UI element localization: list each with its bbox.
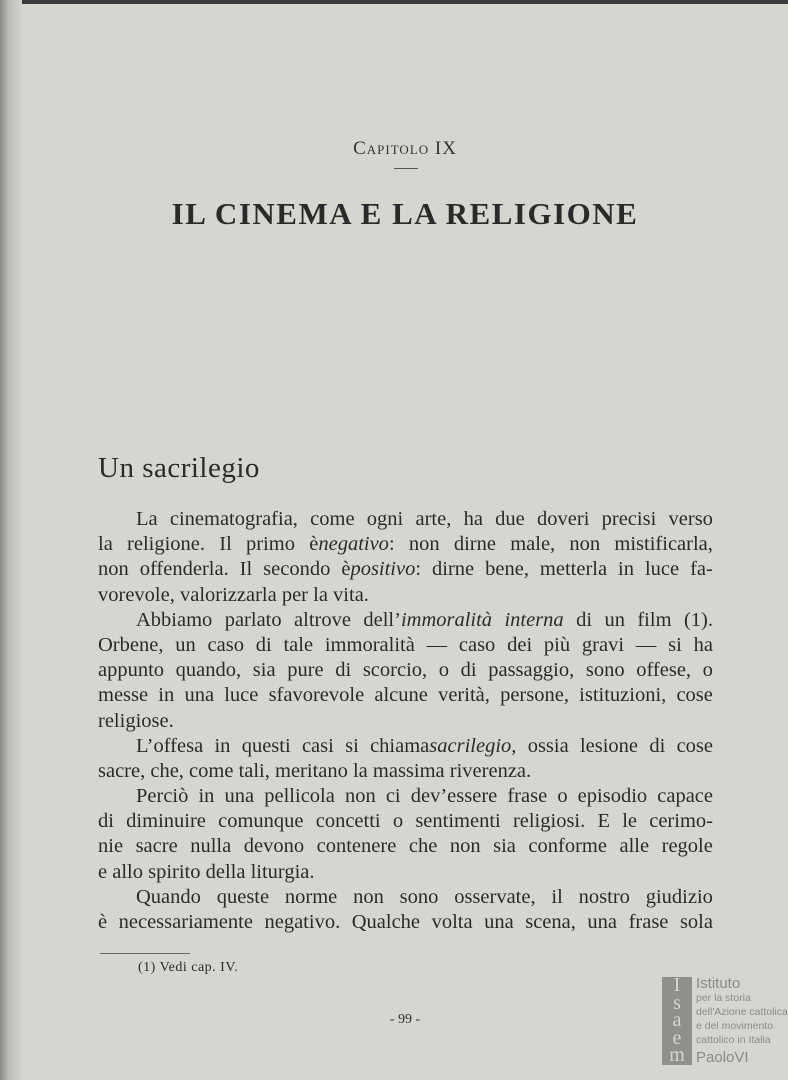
text-segment: —	[635, 633, 657, 656]
text-segment: o	[392, 810, 404, 833]
text-segment: frase	[628, 911, 669, 933]
chapter-title: IL CINEMA E LA RELIGIONE	[171, 196, 639, 231]
text-segment: in	[214, 734, 231, 757]
text-line	[98, 557, 713, 582]
text-segment: diminuire	[126, 810, 206, 833]
text-line	[98, 860, 713, 885]
text-line	[98, 532, 713, 557]
text-segment: appunto	[98, 659, 165, 682]
text-segment: una	[184, 684, 215, 707]
footnote: (1) Vedi cap. IV.	[138, 960, 239, 975]
text-segment: sono	[585, 659, 625, 682]
text-segment: alle	[619, 835, 650, 858]
text-segment: casi	[301, 734, 334, 757]
text-segment: negativo.	[264, 911, 341, 933]
text-segment: non	[353, 885, 384, 908]
text-segment: dev’essere	[410, 785, 498, 808]
text-line	[98, 759, 713, 784]
text-segment: devono	[243, 835, 305, 858]
text-segment: —	[426, 633, 448, 656]
text-segment: di	[576, 608, 593, 631]
logo-sub: dell'Azione cattolica	[696, 1006, 788, 1018]
text-segment: nostro	[578, 885, 630, 908]
text-segment: metterla	[539, 558, 608, 581]
text-segment: in	[618, 558, 634, 581]
text-segment: ha	[693, 633, 713, 656]
text-segment: è	[98, 911, 108, 933]
text-segment: lesione	[579, 734, 639, 757]
text-segment: dell’	[363, 608, 401, 631]
text-segment: che	[408, 835, 438, 858]
text-line	[98, 709, 713, 734]
chapter-label-text: Capitolo IX	[353, 138, 457, 159]
text-segment: istituzioni,	[579, 684, 667, 707]
text-segment: cinematografia,	[169, 508, 298, 530]
text-segment: norme	[284, 885, 338, 908]
text-segment: tale	[283, 633, 314, 656]
text-segment: verso	[668, 508, 713, 530]
body-text	[98, 507, 713, 935]
text-segment: religiose.	[98, 709, 174, 732]
text-segment: più	[543, 633, 571, 656]
text-segment: (1).	[683, 608, 713, 631]
text-segment: frase	[507, 785, 548, 808]
text-line	[98, 910, 713, 935]
text-line	[98, 809, 713, 834]
text-line	[98, 834, 713, 859]
text-segment: concetti	[315, 810, 381, 833]
text-segment: sacre	[135, 835, 178, 858]
text-segment: quando,	[175, 659, 242, 682]
text-segment: messe	[98, 684, 149, 707]
text-segment: o	[557, 785, 568, 808]
text-segment: di	[649, 734, 666, 757]
text-segment: non	[449, 835, 481, 858]
text-segment: nulla	[190, 835, 232, 858]
italic-text: sacrilegio,	[429, 734, 517, 757]
text-segment: capace	[657, 785, 713, 808]
text-segment: episodio	[577, 785, 648, 808]
text-segment: dirne	[432, 558, 475, 581]
word	[363, 608, 492, 633]
text-segment: sola	[679, 911, 713, 933]
text-segment: sacre, che, come tali, meritano la massima riverenza.	[98, 759, 532, 782]
text-segment: non	[569, 533, 601, 556]
logo-sub: per la storia	[696, 992, 751, 1004]
text-segment: La	[136, 508, 158, 530]
text-segment: necessariamente	[118, 911, 253, 933]
text-segment: religiosi.	[512, 810, 586, 833]
chapter-rule	[394, 168, 418, 169]
logo-sub: e del movimento	[696, 1020, 774, 1032]
text-segment: Abbiamo	[136, 608, 213, 631]
text-segment: scorcio,	[362, 659, 428, 682]
text-segment: mistificarla,	[614, 533, 713, 556]
text-segment: religione.	[127, 533, 206, 556]
word	[370, 734, 516, 759]
logo-sub: cattolico in Italia	[696, 1034, 771, 1046]
text-segment: doveri	[537, 508, 590, 530]
text-segment: gravi	[581, 633, 625, 656]
word	[309, 532, 394, 557]
text-segment: contenere	[316, 835, 397, 858]
text-segment: la	[98, 533, 113, 556]
text-segment: offenderla.	[139, 558, 229, 581]
text-segment: è	[341, 558, 351, 581]
text-segment: offese,	[636, 659, 692, 682]
text-segment: :	[415, 558, 422, 581]
text-segment: dei	[507, 633, 533, 656]
text-segment: un	[175, 633, 196, 656]
logo-line2: PaoloVI	[696, 1049, 749, 1066]
text-segment: Quando	[136, 885, 201, 908]
text-segment: sfavorevole	[268, 684, 365, 707]
text-line	[98, 784, 713, 809]
text-line	[98, 885, 713, 910]
text-segment: cerimo-	[649, 810, 713, 833]
text-segment: vorevole, valorizzarla per la vita.	[98, 583, 369, 606]
text-segment: osservate,	[454, 885, 536, 908]
text-segment: una	[587, 911, 618, 933]
text-segment: Qualche	[351, 911, 421, 933]
word	[341, 557, 421, 582]
text-segment: :	[388, 533, 395, 556]
logo-mark: I s a e m	[662, 977, 692, 1065]
text-segment: persone,	[500, 684, 569, 707]
text-segment: una	[224, 785, 255, 808]
text-segment: passaggio,	[488, 659, 575, 682]
text-segment: un	[604, 608, 625, 631]
text-segment: in	[158, 684, 175, 707]
text-segment: non	[408, 533, 440, 556]
text-segment: arte,	[415, 508, 452, 530]
text-line	[98, 507, 713, 532]
text-segment: cose	[676, 734, 713, 757]
text-segment: di	[335, 659, 352, 682]
text-segment: regole	[661, 835, 713, 858]
text-line	[98, 734, 713, 759]
text-line	[98, 633, 713, 658]
text-segment: alcune	[374, 684, 428, 707]
italic-text: negativo	[318, 533, 389, 556]
text-segment: ha	[463, 508, 483, 530]
text-segment: nie	[98, 835, 124, 858]
text-segment: parlato	[224, 608, 282, 631]
text-segment: immoralità	[324, 633, 415, 656]
text-segment: ci	[385, 785, 401, 808]
text-segment: E	[597, 810, 610, 833]
text-segment: e allo spirito della liturgia.	[98, 860, 315, 883]
text-segment: due	[495, 508, 525, 530]
text-segment: sia	[493, 835, 516, 858]
text-segment: si	[345, 734, 359, 757]
page-number: - 99 -	[389, 1012, 421, 1027]
text-segment: di	[98, 810, 114, 833]
book-spine-edge	[0, 0, 22, 1080]
text-segment: cose	[676, 684, 713, 707]
text-segment: chiama	[370, 734, 430, 757]
text-segment: caso	[207, 633, 244, 656]
text-segment: precisi	[601, 508, 657, 530]
text-segment: queste	[216, 885, 270, 908]
text-segment: scena,	[525, 911, 576, 933]
text-segment: pellicola	[264, 785, 335, 808]
text-segment: il	[551, 885, 563, 908]
text-segment: male,	[510, 533, 556, 556]
text-segment: in	[198, 785, 215, 808]
text-segment: dirne	[453, 533, 496, 556]
text-segment: si	[668, 633, 682, 656]
text-segment: sono	[399, 885, 439, 908]
chapter-label	[0, 138, 788, 160]
text-segment: primo	[246, 533, 295, 556]
logo-line1: Istituto	[696, 975, 741, 992]
text-segment: Orbene,	[98, 633, 164, 656]
text-segment: volta	[431, 911, 473, 933]
text-segment: Il	[239, 558, 253, 581]
text-line	[98, 683, 713, 708]
text-segment: L’offesa	[136, 734, 204, 757]
text-segment: sentimenti	[415, 810, 501, 833]
text-line	[98, 658, 713, 683]
text-segment: caso	[458, 633, 496, 656]
text-segment: non	[344, 785, 376, 808]
text-segment: non	[98, 558, 129, 581]
text-segment: luce	[644, 558, 680, 581]
text-segment: luce	[224, 684, 259, 707]
text-segment: bene,	[485, 558, 529, 581]
section-heading: Un sacrilegio	[98, 452, 260, 484]
text-segment: altrove	[294, 608, 351, 631]
text-segment: una	[484, 911, 514, 933]
text-segment: secondo	[263, 558, 331, 581]
isacem-watermark-logo	[660, 975, 788, 1067]
text-segment: o	[438, 659, 450, 682]
italic-text: immoralità	[400, 608, 493, 631]
text-line	[98, 583, 713, 608]
text-segment: film	[637, 608, 672, 631]
text-segment: sia	[252, 659, 276, 682]
text-segment: ogni	[366, 508, 404, 530]
text-segment: Il	[219, 533, 232, 556]
text-segment: le	[622, 810, 638, 833]
text-segment: fa-	[690, 558, 713, 581]
text-segment: come	[310, 508, 355, 530]
italic-text: positivo	[350, 558, 416, 581]
italic-text: interna	[504, 608, 564, 631]
text-segment: verità,	[438, 684, 490, 707]
text-segment: di	[255, 633, 272, 656]
text-segment: o	[702, 659, 713, 682]
text-segment: Perciò	[136, 785, 189, 808]
text-segment: conforme	[528, 835, 607, 858]
text-segment: pure	[287, 659, 324, 682]
text-segment: di	[460, 659, 477, 682]
footnote-rule	[100, 953, 190, 954]
text-line	[98, 608, 713, 633]
text-segment: è	[309, 533, 319, 556]
text-segment: ossia	[527, 734, 569, 757]
text-segment: questi	[241, 734, 291, 757]
text-segment: giudizio	[645, 885, 713, 908]
text-segment: comunque	[218, 810, 304, 833]
scan-top-border	[0, 0, 788, 4]
